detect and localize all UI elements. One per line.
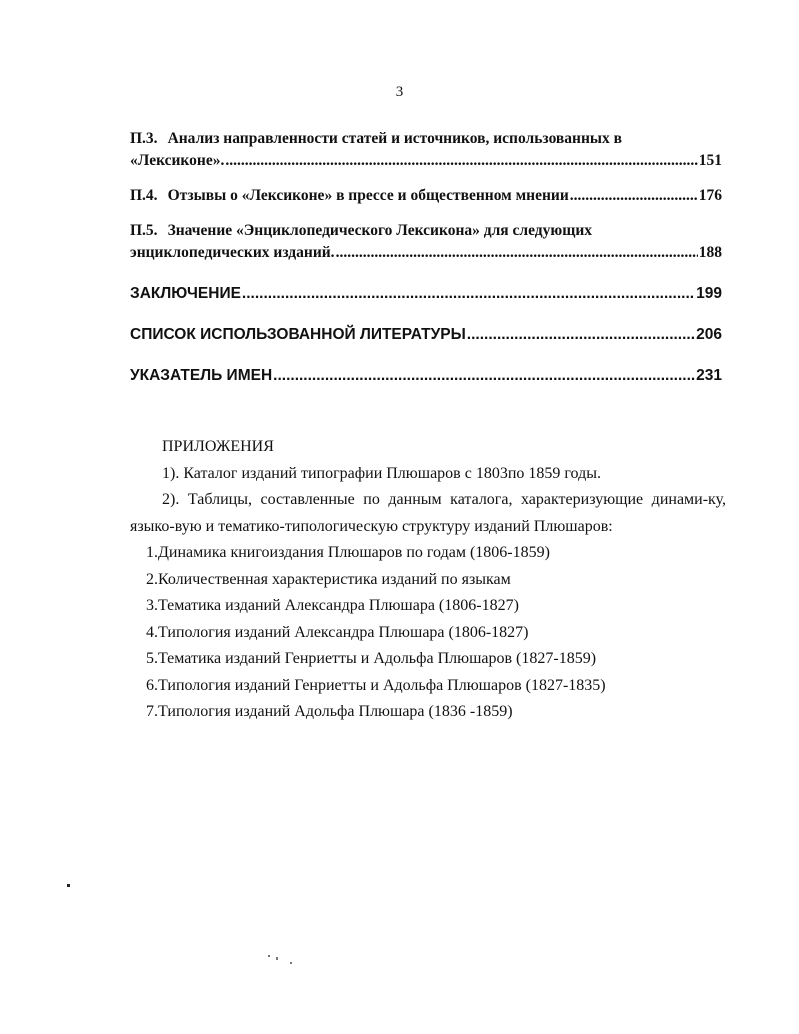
appendix-list-item: 5.Тематика изданий Генриетты и Адольфа Плюшаров (1827-1859) [146, 650, 597, 667]
toc-entry-name-index [130, 365, 722, 387]
toc-entry-title: СПИСОК ИСПОЛЬЗОВАННОЙ ЛИТЕРАТУРЫ [130, 326, 466, 343]
toc-entry-title-continued: «Лексиконе». [130, 152, 225, 169]
toc-leader-dots [225, 150, 697, 172]
appendix-heading: ПРИЛОЖЕНИЯ [162, 438, 274, 455]
toc-entry-page: 188 [698, 244, 722, 261]
toc-entry-first-line [130, 128, 722, 150]
toc-leader-dots [273, 365, 695, 387]
scan-speck [67, 884, 70, 887]
toc-entry-title: УКАЗАТЕЛЬ ИМЕН [130, 367, 273, 384]
toc-entry-page: 151 [698, 152, 722, 169]
toc-leader-dots [242, 283, 695, 305]
toc-entry-last-line [130, 185, 722, 207]
appendix-paragraph-tables: 2). Таблицы, составленные по данным каталога, характеризующие динами-ку, языко-вую и тематико-типологическую структуру изданий Плюшаров: [130, 491, 726, 535]
toc-entry-title: Анализ направленности статей и источников, использованных в [167, 130, 623, 147]
toc-entry-text [130, 185, 569, 207]
toc-entry-last-line [130, 242, 722, 264]
toc-entry-title: ЗАКЛЮЧЕНИЕ [130, 285, 241, 302]
toc-entry-code: П.5. [130, 222, 158, 239]
appendix-list-item: 6.Типология изданий Генриетты и Адольфа Плюшаров (1827-1835) [146, 676, 606, 694]
toc-entry-p3 [130, 128, 722, 172]
page-number: 3 [395, 84, 404, 100]
toc-entry-page: 199 [696, 285, 722, 302]
appendix-list-item: 3.Тематика изданий Александра Плюшара (1806-1827) [146, 597, 519, 614]
table-of-contents [130, 128, 722, 387]
toc-leader-dots [467, 324, 695, 346]
toc-entry-bibliography [130, 324, 722, 346]
appendix-list-item: 7.Типология изданий Адольфа Плюшара (1836 -1859) [146, 703, 513, 720]
toc-entry-title-continued: энциклопедических изданий. [130, 244, 335, 261]
appendix-list-item: 2.Количественная характеристика изданий по языкам [146, 570, 511, 588]
toc-entry-code: П.4. [130, 187, 158, 204]
toc-entry-p4 [130, 185, 722, 207]
toc-leader-dots [570, 185, 698, 207]
toc-entry-last-line [130, 150, 722, 172]
toc-entry-conclusion [130, 283, 722, 305]
toc-entry-title: Отзывы о «Лексиконе» в прессе и общественном мнении [167, 187, 569, 204]
toc-entry-page: 231 [696, 367, 722, 384]
toc-entry-code: П.3. [130, 130, 158, 147]
toc-entry-page: 206 [696, 326, 722, 343]
scan-speck [276, 957, 278, 960]
toc-entry-first-line [130, 220, 722, 242]
toc-entry-page: 176 [698, 187, 722, 204]
appendix-list-item: 1.Динамика книгоиздания Плюшаров по годам (1806-1859) [146, 544, 550, 561]
toc-leader-dots [336, 242, 698, 264]
scan-speck [290, 962, 292, 964]
appendix-list-item: 4.Типология изданий Александра Плюшара (1806-1827) [146, 623, 529, 641]
appendix-paragraph-catalog: 1). Каталог изданий типографии Плюшаров с 1803по 1859 годы. [162, 464, 601, 482]
toc-entry-p5 [130, 220, 722, 264]
toc-entry-title: Значение «Энциклопедического Лексикона» для следующих [167, 222, 593, 239]
scan-speck [268, 955, 270, 957]
appendix-section [130, 434, 726, 726]
